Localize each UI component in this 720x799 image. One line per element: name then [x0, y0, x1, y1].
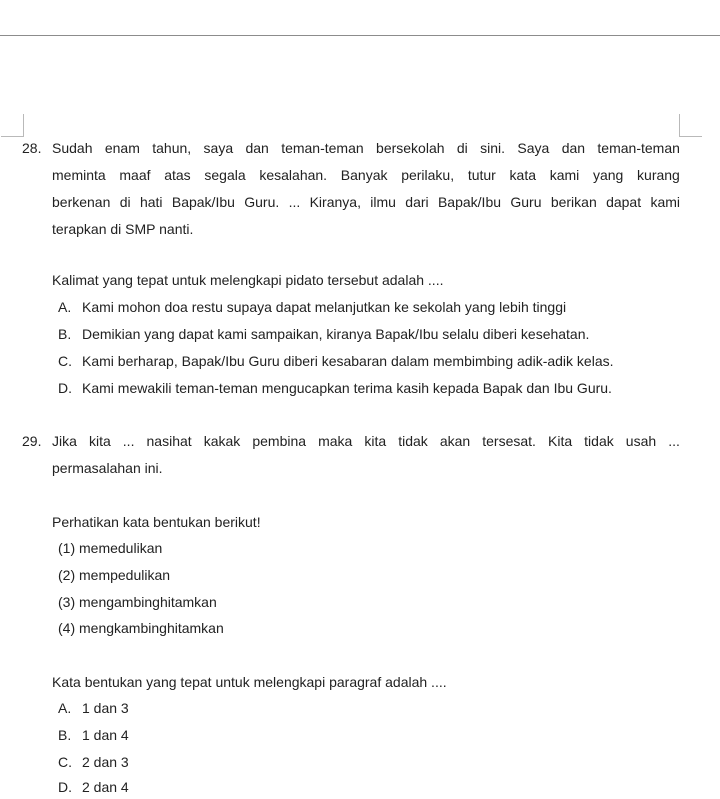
word-item-4: (4) mengkambinghitamkan: [58, 620, 224, 636]
word: dan: [245, 140, 269, 156]
question-29-instruction: Perhatikan kata bentukan berikut!: [52, 514, 261, 530]
word: Bapak/Ibu: [437, 194, 502, 210]
question-29-option-a[interactable]: [58, 699, 129, 717]
question-29-option-c[interactable]: [58, 753, 129, 771]
word: ...: [122, 433, 135, 449]
option-text: 1 dan 4: [82, 727, 129, 743]
word: dapat: [606, 194, 642, 210]
word: kami: [650, 194, 680, 210]
word: akan: [439, 433, 471, 449]
word: tahun,: [152, 140, 192, 156]
word: bersekolah: [376, 140, 445, 156]
word: saya: [203, 140, 234, 156]
option-letter: D.: [58, 779, 72, 795]
option-letter: C.: [58, 754, 72, 770]
word: Guru.: [244, 194, 280, 210]
word: ...: [668, 433, 680, 449]
word: berkenan: [52, 194, 111, 210]
word: tersesat.: [482, 433, 536, 449]
word: kita: [364, 433, 387, 449]
option-text: Kami berharap, Bapak/Ibu Guru diberi kesabaran dalam membimbing adik-adik kelas.: [82, 353, 614, 369]
question-28-option-a[interactable]: [58, 298, 566, 316]
option-letter: C.: [58, 353, 72, 369]
word: Kiranya,: [309, 194, 361, 210]
margin-corner-left: [1, 114, 24, 137]
question-28-option-c[interactable]: [58, 352, 614, 370]
option-letter: B.: [58, 326, 72, 342]
question-28-number: 28.: [22, 140, 42, 156]
word: Sudah: [52, 140, 93, 156]
question-28-line-3: [52, 193, 680, 211]
word: kurang: [637, 167, 680, 183]
word: Bapak/Ibu: [171, 194, 235, 210]
word: kita: [88, 433, 111, 449]
word: maka: [318, 433, 353, 449]
word: meminta: [52, 167, 106, 183]
question-29-prompt: Kata bentukan yang tepat untuk melengkapi paragraf adalah ....: [52, 674, 447, 690]
word: ilmu: [370, 194, 396, 210]
question-29-option-b[interactable]: [58, 726, 129, 744]
word: tidak: [584, 433, 614, 449]
word: kesalahan.: [259, 167, 328, 183]
word: Saya: [517, 140, 550, 156]
question-29-number: 29.: [22, 433, 42, 449]
word: atas: [164, 167, 191, 183]
question-29-line-1: [52, 432, 680, 450]
option-letter: D.: [58, 380, 72, 396]
option-text: Kami mewakili teman-teman mengucapkan terima kasih kepada Bapak dan Ibu Guru.: [82, 380, 612, 396]
word: kata: [509, 167, 536, 183]
word-item-2: (2) mempedulikan: [58, 567, 171, 583]
word: ...: [288, 194, 301, 210]
question-28-line-4: terapkan di SMP nanti.: [52, 221, 194, 237]
word: usah: [625, 433, 657, 449]
question-29-line-2: permasalahan ini.: [52, 460, 163, 476]
question-28-option-b[interactable]: [58, 325, 589, 343]
option-text: 2 dan 4: [82, 779, 129, 795]
margin-corner-right: [679, 114, 702, 137]
option-letter: A.: [58, 700, 72, 716]
word: hati: [139, 194, 163, 210]
word: kakak: [203, 433, 241, 449]
option-letter: A.: [58, 299, 72, 315]
word: Jika: [52, 433, 77, 449]
word: dari: [405, 194, 429, 210]
option-text: 2 dan 3: [82, 754, 129, 770]
word: sini.: [480, 140, 506, 156]
question-28-prompt: Kalimat yang tepat untuk melengkapi pidato tersebut adalah ....: [52, 272, 444, 288]
word: Kita: [548, 433, 573, 449]
word: Guru: [510, 194, 542, 210]
option-text: 1 dan 3: [82, 700, 129, 716]
word: enam: [104, 140, 140, 156]
word: tutur: [467, 167, 496, 183]
word: di: [119, 194, 131, 210]
word: teman-teman: [597, 140, 680, 156]
word: Banyak: [340, 167, 388, 183]
word: perilaku,: [401, 167, 455, 183]
word: berikan: [550, 194, 597, 210]
word: segala: [204, 167, 246, 183]
question-29-option-d[interactable]: [58, 778, 129, 796]
word: kami: [549, 167, 580, 183]
word: nasihat: [146, 433, 192, 449]
word: tidak: [398, 433, 428, 449]
option-letter: B.: [58, 727, 72, 743]
word: teman-teman: [281, 140, 364, 156]
word: yang: [592, 167, 624, 183]
option-text: Demikian yang dapat kami sampaikan, kiranya Bapak/Ibu selalu diberi kesehatan.: [82, 326, 590, 342]
word: di: [456, 140, 468, 156]
header-divider: [0, 35, 720, 36]
question-28-line-1: [52, 139, 680, 157]
word: pembina: [252, 433, 307, 449]
question-28-line-2: [52, 166, 680, 184]
word-item-1: (1) memedulikan: [58, 540, 163, 556]
word: maaf: [119, 167, 151, 183]
word: dan: [561, 140, 586, 156]
word-item-3: (3) mengambinghitamkan: [58, 594, 217, 610]
question-28-option-d[interactable]: [58, 379, 612, 397]
option-text: Kami mohon doa restu supaya dapat melanjutkan ke sekolah yang lebih tinggi: [82, 299, 567, 315]
